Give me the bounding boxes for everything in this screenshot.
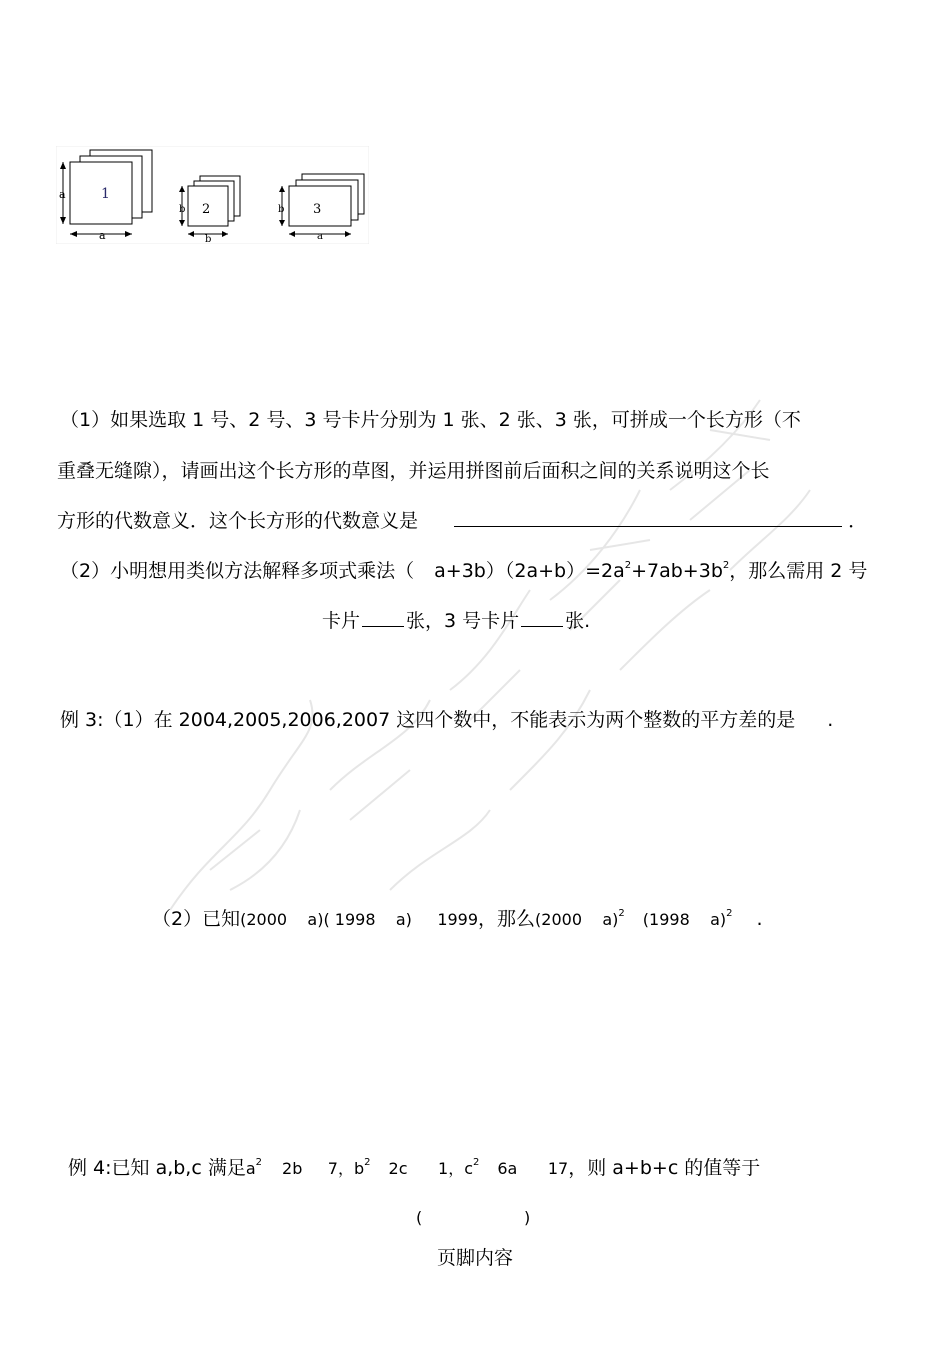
q2-expr-a: a+3b）（2a+b）=2a xyxy=(434,560,625,582)
ex4-t4: 6a 17 xyxy=(497,1159,569,1178)
q2-sup1: 2 xyxy=(624,560,632,571)
ex4-t2-sup: 2 xyxy=(364,1157,371,1168)
ex3-p2-sup2: 2 xyxy=(726,908,733,919)
ex3-line1-end: . xyxy=(827,709,834,731)
ex4-prefix: 例 4:已知 a,b,c 满足 xyxy=(68,1157,246,1179)
ex3-part2 xyxy=(152,907,763,935)
q2-suffix: ，那么需用 2 号 xyxy=(729,560,868,582)
ex4-t1: a xyxy=(245,1159,256,1178)
card2-bottom-label: b xyxy=(205,234,212,244)
ex3-p2-prefix: （2）已知 xyxy=(152,908,241,930)
q2-prefix: （2）小明想用类似方法解释多项式乘法（ xyxy=(60,560,415,582)
q1-line3-text: 方形的代数意义．这个长方形的代数意义是 xyxy=(57,510,419,532)
ex3-p2-sup1: 2 xyxy=(618,908,625,919)
ex3-p2-expr3: (1998 a) xyxy=(642,910,727,929)
ex3-p2-expr1: (2000 a)( 1998 a) 1999 xyxy=(240,910,479,929)
q1-answer-blank[interactable] xyxy=(454,508,842,527)
card2-side-label: b xyxy=(179,204,186,215)
q2-card2-blank[interactable] xyxy=(362,608,404,627)
q1-line2: 重叠无缝隙），请画出这个长方形的草图，并运用拼图前后面积之间的关系说明这个长 xyxy=(57,460,770,482)
q2-line2-a: 卡片 xyxy=(322,610,361,632)
q2-card3-blank[interactable] xyxy=(521,608,563,627)
ex4-line1 xyxy=(68,1156,760,1184)
card1-bottom-label: a xyxy=(99,229,106,242)
watermark xyxy=(150,370,870,930)
ex3-line1 xyxy=(60,708,833,732)
cards-figure xyxy=(56,146,369,244)
ex3-p2-expr2: (2000 a) xyxy=(535,910,619,929)
card1-number: 1 xyxy=(101,186,110,202)
ex4-t2: 2b 7，b xyxy=(282,1159,365,1178)
q1-line3-end: ． xyxy=(848,510,868,532)
q2-line2-b: 张，3 号卡片 xyxy=(406,610,520,632)
q2-line2-c: 张. xyxy=(565,610,591,632)
ex4-t3: 2c 1，c xyxy=(388,1159,473,1178)
card3-side-label: b xyxy=(278,204,285,215)
q1-line3 xyxy=(57,508,867,533)
page-footer: 页脚内容 xyxy=(436,1247,513,1269)
card3-bottom-label: a xyxy=(317,231,323,242)
ex4-t3-sup: 2 xyxy=(473,1157,480,1168)
card2-number: 2 xyxy=(202,202,211,217)
ex3-line1-text: 例 3:（1）在 2004,2005,2006,2007 这四个数中，不能表示为两个整数的平方差的是 xyxy=(60,709,796,731)
card3-number: 3 xyxy=(313,202,322,217)
ex3-p2-mid: ，那么 xyxy=(478,908,536,930)
ex4-suffix: ，则 a+b+c 的值等于 xyxy=(568,1157,761,1179)
card1-side-label: a xyxy=(59,188,66,201)
q2-line1 xyxy=(60,559,867,587)
ex4-t1-sup: 2 xyxy=(255,1157,263,1168)
ex4-answer-paren[interactable]: ( ) xyxy=(416,1208,531,1227)
q1-line1: （1）如果选取 1 号、2 号、3 号卡片分别为 1 张、2 张、3 张，可拼成一个长方形（不 xyxy=(60,409,801,431)
q2-expr-b: +7ab+3b xyxy=(631,560,723,582)
ex3-p2-end: . xyxy=(756,908,763,930)
q2-sup2: 2 xyxy=(722,560,730,571)
q2-line2 xyxy=(322,608,590,633)
